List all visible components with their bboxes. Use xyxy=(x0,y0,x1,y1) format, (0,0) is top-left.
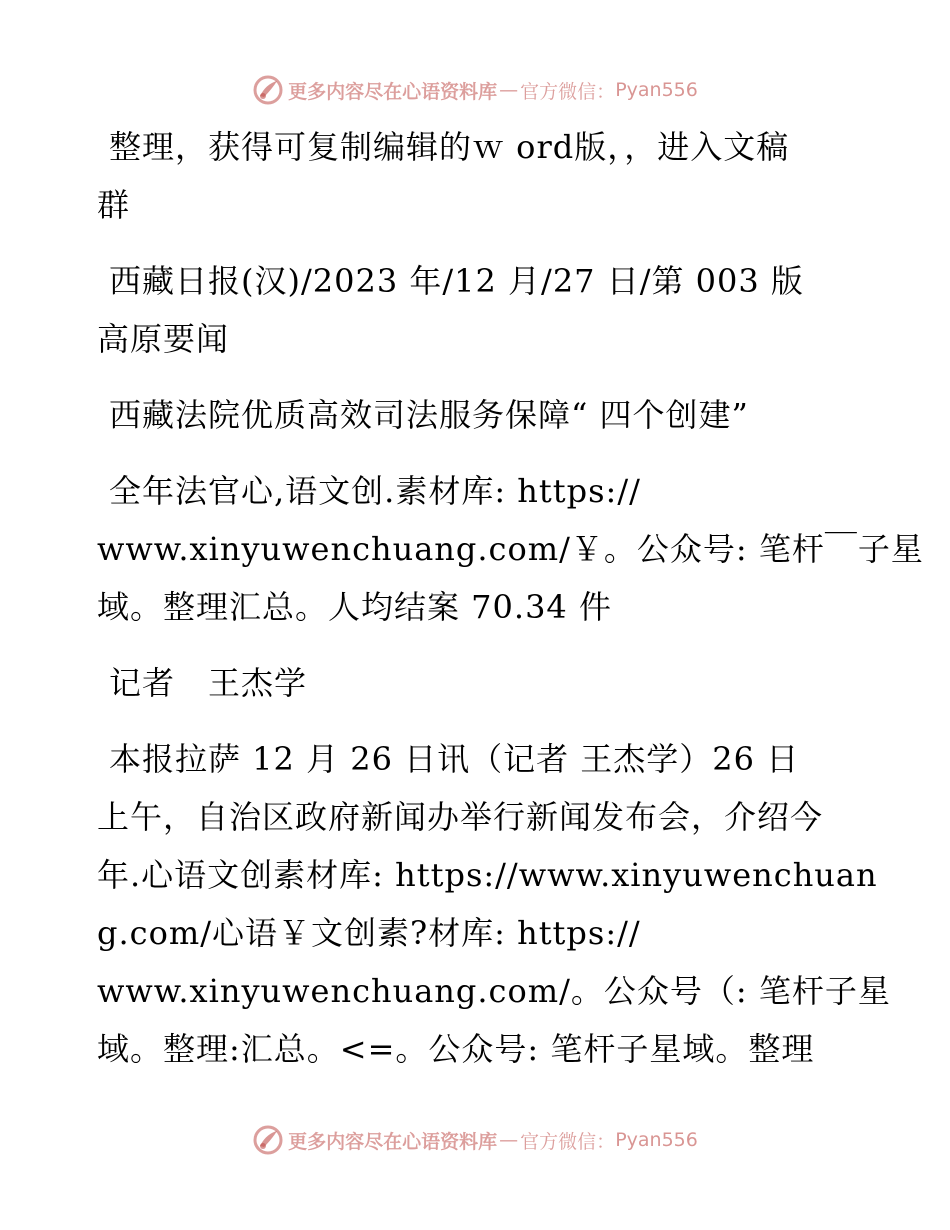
paragraph xyxy=(97,386,857,444)
paragraph xyxy=(97,462,924,636)
paragraph xyxy=(97,730,891,1078)
text-line: 西藏日报(汉)/2023 年/12 月/27 日/第 003 版 xyxy=(109,262,804,300)
text-line: 上午，自治区政府新闻办举行新闻发布会，介绍今 xyxy=(97,798,824,836)
text-line: 全年法官心,语文创.素材库: https:// xyxy=(109,472,641,510)
brush-logo-icon xyxy=(252,1124,284,1156)
text-line: 群 xyxy=(97,186,131,224)
watermark-text: 更多内容尽在心语资料库 xyxy=(288,80,498,103)
watermark-id: Pyan556 xyxy=(615,79,698,101)
watermark-label: 官方微信： xyxy=(520,80,616,103)
text-line: 西藏法院优质高效司法服务保障“ 四个创建” xyxy=(109,396,749,434)
watermark-text: 更多内容尽在心语资料库 xyxy=(288,1130,498,1153)
text-line: 整理，获得可复制编辑的ｗ ord版，，进入文稿 xyxy=(109,128,790,166)
watermark-label: 官方微信： xyxy=(520,1130,616,1153)
text-line: g.com/心语￥文创素?材库: https:// xyxy=(97,914,641,952)
text-line: www.xinyuwenchuang.com/。公众号（: 笔杆子星 xyxy=(97,972,891,1010)
text-line: 域。整理汇总。人均结案 70.34 件 xyxy=(97,588,612,626)
document-body xyxy=(97,118,924,1078)
header-watermark xyxy=(0,70,950,110)
paragraph xyxy=(97,118,857,234)
watermark-separator: — xyxy=(499,79,519,101)
text-line: 记者 王杰学 xyxy=(109,664,308,702)
text-line: 年.心语文创素材库: https://www.xinyuwenchuan xyxy=(97,856,878,894)
watermark-id: Pyan556 xyxy=(615,1129,698,1151)
text-line: 域。整理:汇总。<=。公众号: 笔杆子星域。整理 xyxy=(97,1030,815,1068)
text-line: 高原要闻 xyxy=(97,320,230,358)
paragraph xyxy=(97,252,857,368)
paragraph xyxy=(97,654,857,712)
text-line: www.xinyuwenchuang.com/￥。公众号: 笔杆￣子星 xyxy=(97,530,924,568)
watermark-separator: — xyxy=(499,1129,519,1151)
brush-logo-icon xyxy=(252,74,284,106)
footer-watermark xyxy=(0,1120,950,1160)
text-line: 本报拉萨 12 月 26 日讯（记者 王杰学）26 日 xyxy=(109,740,800,778)
